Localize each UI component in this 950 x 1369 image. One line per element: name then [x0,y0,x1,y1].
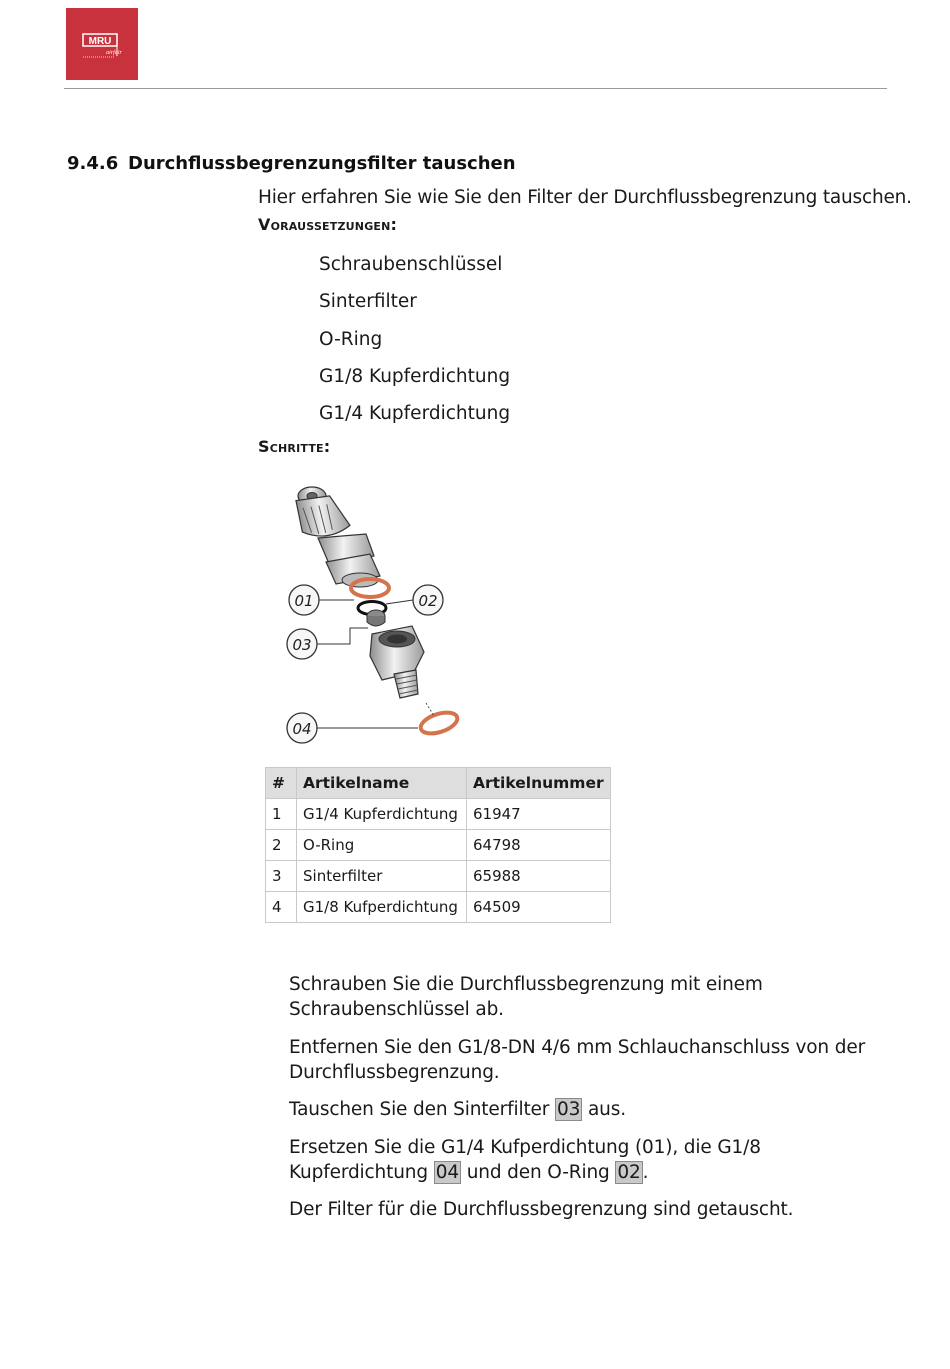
steps-list [289,972,879,1235]
requirement-item: Sinterfilter [319,291,417,313]
table-cell: 64509 [467,892,611,923]
part-reference: 04 [435,1161,459,1183]
table-cell: 2 [266,830,297,861]
table-cell: 1 [266,799,297,830]
step-1: Schrauben Sie die Durchflussbegrenzung mit einem Schraubenschlüssel ab. [289,974,763,1020]
step-2: Entfernen Sie den G1/8-DN 4/6 mm Schlauchanschluss von der Durchflussbegrenzung. [289,1036,866,1083]
copper-ring-g18 [418,709,460,738]
table-header-row [266,768,611,799]
table-row [266,830,611,861]
table-cell: 64798 [467,830,611,861]
table-cell: Sinterfilter [297,861,467,892]
column-header: Artikelname [297,768,467,799]
table-cell: 61947 [467,799,611,830]
header-divider [64,88,887,89]
callout-02 [386,585,443,615]
exploded-view-figure [276,476,476,756]
callout-03 [287,628,368,659]
callout-04 [287,713,418,743]
svg-text:01: 01 [294,592,314,610]
column-header: # [266,768,297,799]
table-row [266,799,611,830]
step-result: Der Filter für die Durchflussbegrenzung sind getauscht. [289,1199,794,1220]
callout-01 [289,585,354,615]
requirement-item: Schraubenschlüssel [319,254,503,275]
table-cell: 4 [266,892,297,923]
step-text: und den O-Ring [460,1161,616,1183]
svg-text:04: 04 [292,720,312,738]
step-text: aus. [582,1099,626,1120]
section-title: Durchflussbegrenzungsfilter tauschen [128,153,516,174]
part-reference: 03 [556,1099,581,1120]
table-cell: G1/4 Kupferdichtung [297,799,467,830]
logo-subtext: airfair [106,50,122,56]
table-cell: 65988 [467,861,611,892]
requirements-list [319,252,510,438]
table-row [266,861,611,892]
section-number: 9.4.6 [67,153,119,174]
step-text: Ersetzen Sie die G1/4 Kufperdichtung (01), die G1/8 Kupferdichtung [289,1136,761,1183]
step-3 [289,1097,879,1122]
step-4 [289,1135,879,1185]
parts-table [265,767,611,923]
company-logo [66,8,138,80]
requirement-item: G1/8 Kupferdichtung [319,365,511,387]
step-text: Tauschen Sie den Sinterfilter [289,1099,555,1120]
hex-adapter [370,626,424,698]
step-text: . [642,1161,649,1183]
steps-label: Schritte: [258,437,331,456]
column-header: Artikelnummer [467,768,611,799]
table-row [266,892,611,923]
requirement-item: G1/4 Kupferdichtung [319,403,511,425]
svg-text:02: 02 [418,592,438,610]
svg-text:03: 03 [292,636,312,654]
requirements-label: Voraussetzungen: [258,215,398,234]
requirement-item: O-Ring [319,328,383,350]
intro-text: Hier erfahren Sie wie Sie den Filter der Durchflussbegrenzung tauschen. [258,187,912,208]
knurled-cap [296,487,351,539]
logo-text: MRU [88,36,112,47]
table-cell: G1/8 Kufperdichtung [297,892,467,923]
section-heading [67,153,516,174]
table-cell: 3 [266,861,297,892]
part-reference: 02 [617,1161,641,1183]
table-cell: O-Ring [297,830,467,861]
